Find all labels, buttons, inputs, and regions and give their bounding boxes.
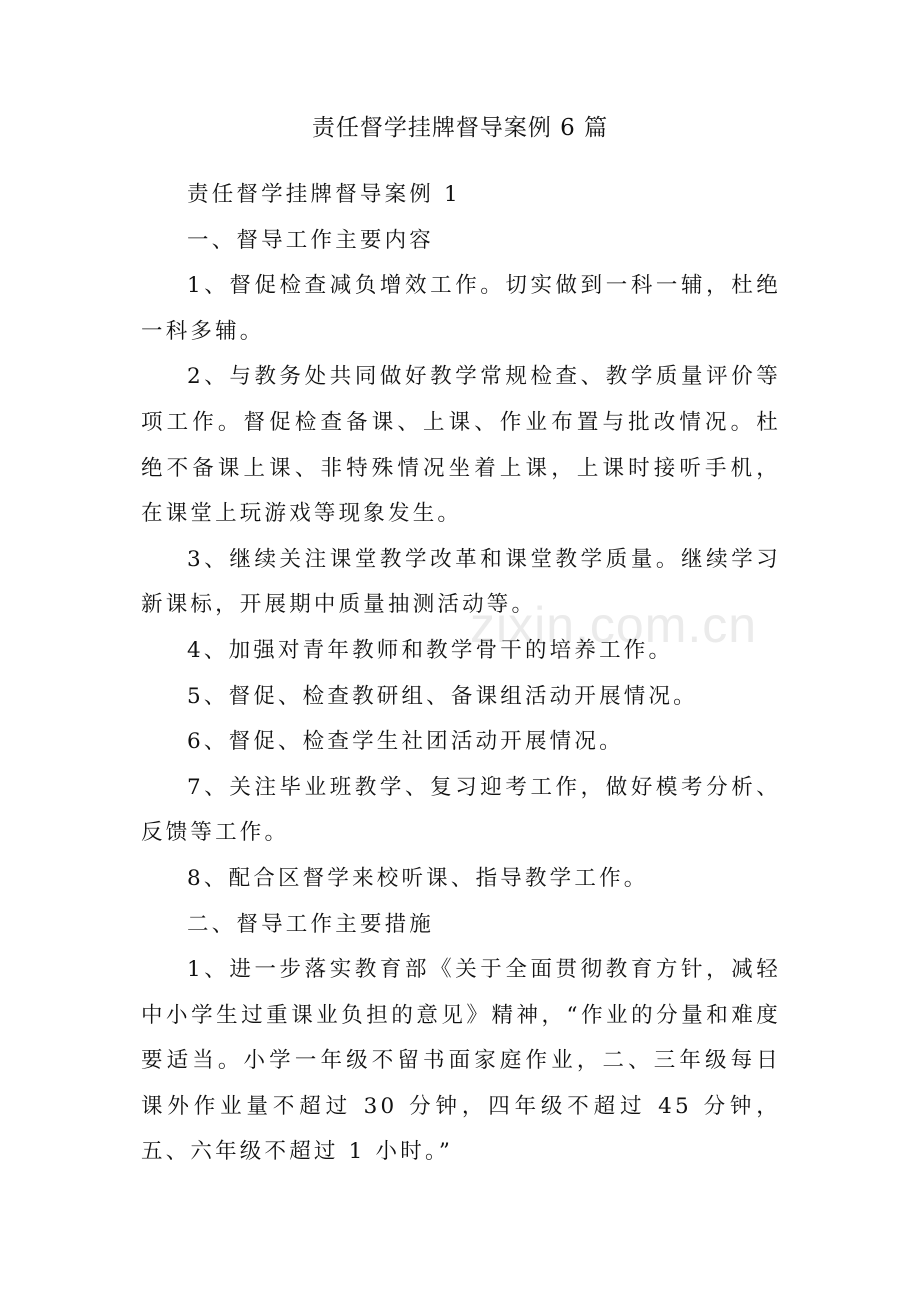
paragraph-item-6: 6、督促、检查学生社团活动开展情况。 — [187, 729, 624, 755]
paragraph-item-4: 4、加强对青年教师和教学骨干的培养工作。 — [187, 637, 674, 663]
section-heading-main-content: 一、督导工作主要内容 — [187, 227, 435, 253]
paragraph-item-3: 3、继续关注课堂教学改革和课堂教学质量。继续学习新课标，开展期中质量抽测活动等。 — [141, 546, 781, 618]
section-heading-main-measures: 二、督导工作主要措施 — [187, 911, 435, 937]
document-body — [141, 172, 781, 1175]
paragraph-item-8: 8、配合区督学来校听课、指导教学工作。 — [187, 865, 649, 891]
document-title: 责任督学挂牌督导案例 6 篇 — [311, 115, 609, 141]
paragraph-item-2: 2、与教务处共同做好教学常规检查、教学质量评价等项工作。督促检查备课、上课、作业布置与批改情况。杜绝不备课上课、非特殊情况坐着上课，上课时接听手机，在课堂上玩游戏等现象发生。 — [141, 364, 781, 527]
section-heading-case-1: 责任督学挂牌督导案例 1 — [187, 182, 461, 207]
paragraph-item-7: 7、关注毕业班教学、复习迎考工作，做好模考分析、反馈等工作。 — [141, 774, 781, 846]
paragraph-measure-1: 1、进一步落实教育部《关于全面贯彻教育方针，减轻中小学生过重课业负担的意见》精神，“作业的分量和难度要适当。小学一年级不留书面家庭作业，二、三年级每日课外作业量不超过 30 分钟，四年级不超过 45 分钟，五、六年级不超过 1 小时。” — [141, 957, 781, 1165]
watermark: zixin.com.cn — [470, 597, 758, 653]
paragraph-item-5: 5、督促、检查教研组、备课组活动开展情况。 — [187, 683, 698, 709]
paragraph-item-1: 1、督促检查减负增效工作。切实做到一科一辅，杜绝一科多辅。 — [141, 273, 781, 344]
